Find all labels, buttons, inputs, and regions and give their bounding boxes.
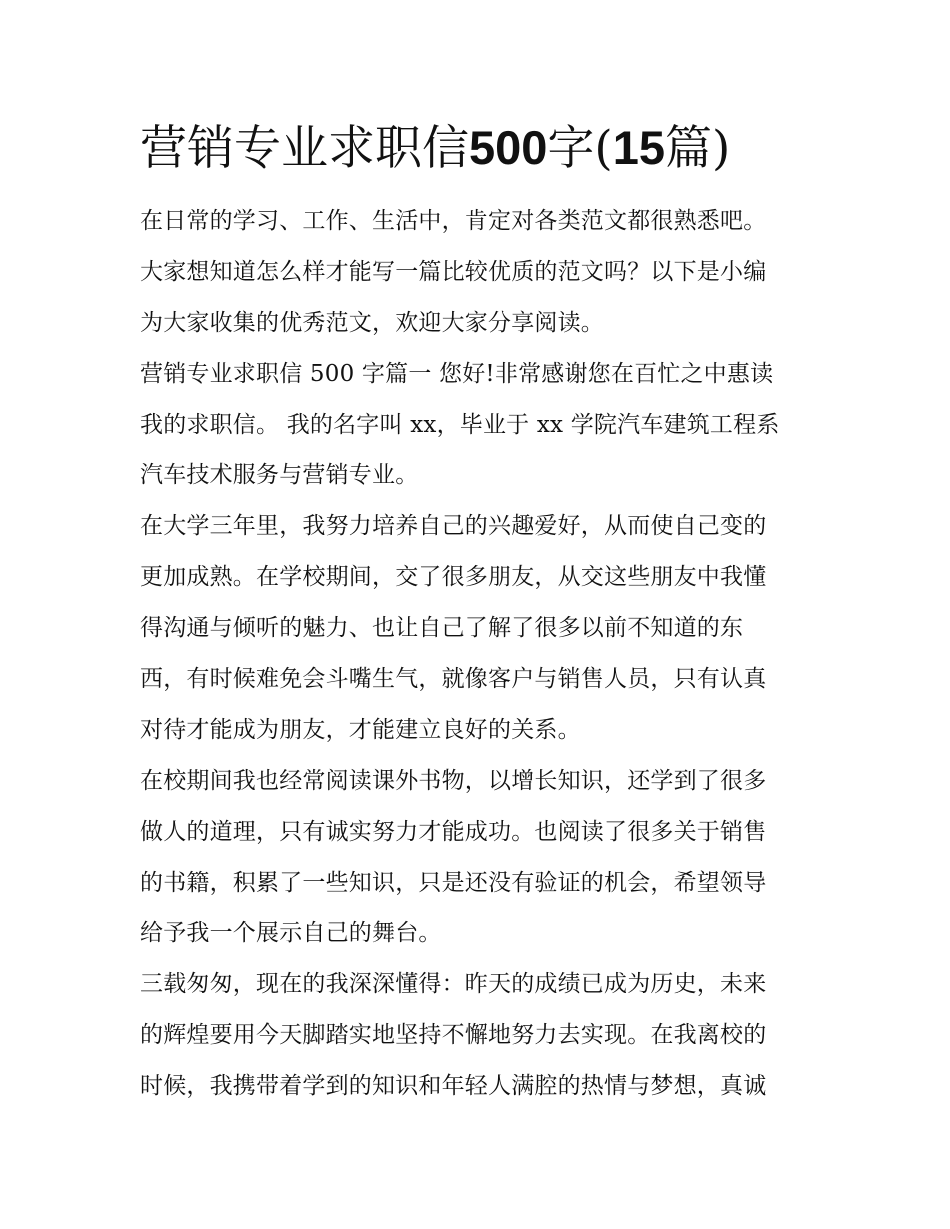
body-line: 的辉煌要用今天脚踏实地坚持不懈地努力去实现。在我离校的 <box>140 1022 767 1049</box>
body-line: 得沟通与倾听的魅力、也让自己了解了很多以前不知道的东 <box>140 615 744 642</box>
title-text-3: 篇) <box>665 121 731 176</box>
body-line: 更加成熟。在学校期间，交了很多朋友，从交这些朋友中我懂 <box>140 564 767 591</box>
title-number-15: 15 <box>612 121 666 174</box>
body-line: 我的求职信。 我的名字叫 xx，毕业于 xx 学院汽车建筑工程系 <box>140 411 780 438</box>
body-line: 时候，我携带着学到的知识和年轻人满腔的热情与梦想，真诚 <box>140 1073 767 1100</box>
body-line: 西，有时候难免会斗嘴生气，就像客户与销售人员，只有认真 <box>140 666 767 693</box>
body-line: 的书籍，积累了一些知识，只是还没有验证的机会，希望领导 <box>140 869 767 896</box>
body-line: 在校期间我也经常阅读课外书物，以增长知识，还学到了很多 <box>140 767 767 794</box>
body-line: 三载匆匆，现在的我深深懂得：昨天的成绩已成为历史，未来 <box>140 971 767 998</box>
body-line: 大家想知道怎么样才能写一篇比较优质的范文吗？以下是小编 <box>140 258 767 285</box>
document-title <box>140 118 840 179</box>
body-line: 为大家收集的优秀范文，欢迎大家分享阅读。 <box>140 309 604 336</box>
body-line: 汽车技术服务与营销专业。 <box>140 462 419 489</box>
body-line: 营销专业求职信 500 字篇一 您好!非常感谢您在百忙之中惠读 <box>140 360 774 387</box>
title-text-1: 营销专业求职信 <box>140 121 469 176</box>
body-line: 对待才能成为朋友，才能建立良好的关系。 <box>140 716 581 743</box>
document-body <box>140 196 830 1112</box>
body-line: 在日常的学习、工作、生活中，肯定对各类范文都很熟悉吧。 <box>140 208 767 234</box>
body-line: 在大学三年里，我努力培养自己的兴趣爱好，从而使自己变的 <box>140 513 767 540</box>
title-number-500: 500 <box>469 121 548 174</box>
body-line: 做人的道理，只有诚实努力才能成功。也阅读了很多关于销售 <box>140 818 767 845</box>
body-line: 给予我一个展示自己的舞台。 <box>140 920 442 947</box>
title-text-2: 字( <box>547 121 613 176</box>
